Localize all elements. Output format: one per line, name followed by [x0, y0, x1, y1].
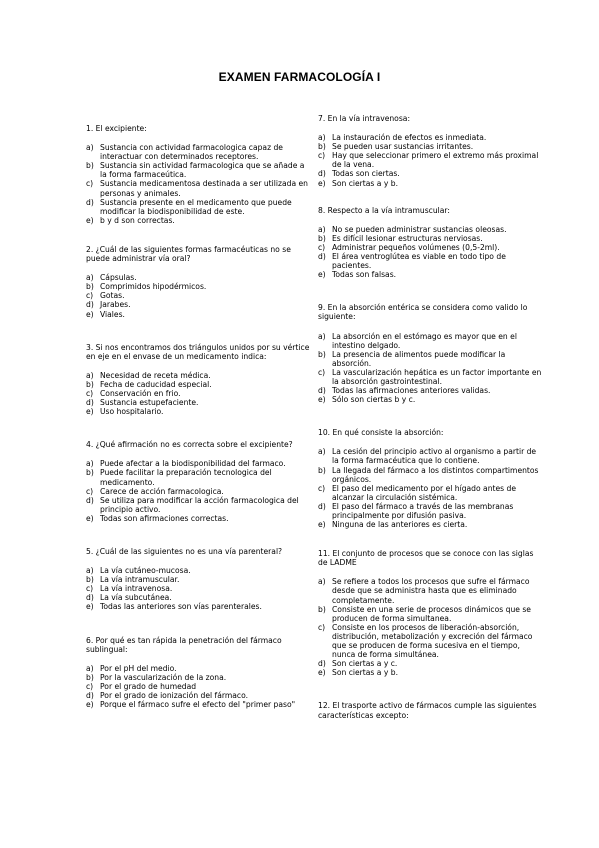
option-text: La llegada del fármaco a los distintos compartimentos orgánicos. [332, 465, 539, 484]
option-item [86, 700, 311, 709]
option-letter: c) [86, 179, 94, 189]
question-2 [86, 245, 311, 319]
option-item [318, 502, 543, 520]
option-item [318, 447, 543, 465]
option-letter: a) [86, 370, 94, 380]
option-list [86, 371, 311, 416]
option-item [318, 225, 543, 234]
option-text: Fecha de caducidad especial. [100, 379, 212, 389]
option-item [318, 520, 543, 529]
question-5 [318, 549, 543, 677]
option-letter: b) [318, 142, 326, 152]
option-letter: b) [86, 672, 94, 682]
option-text: No se pueden administrar sustancias oleosas. [332, 224, 507, 234]
option-letter: c) [318, 622, 326, 632]
option-text: Sustancia presente en el medicamento que puede modificar la biodisponibilidad de este. [100, 197, 292, 216]
option-text: Todas son ciertas. [332, 169, 400, 179]
option-item [86, 282, 311, 291]
option-text: La vía subcutánea. [100, 593, 172, 603]
question-text: 9. En la absorción entérica se considera como valido lo siguiente: [318, 303, 528, 322]
option-list [86, 143, 311, 225]
option-item [86, 682, 311, 691]
option-list [318, 225, 543, 280]
option-text: Por el grado de ionización del fármaco. [100, 691, 249, 701]
option-item [318, 466, 543, 484]
question-4 [86, 440, 311, 523]
question-text: 6. Por qué es tan rápida la penetración del fármaco sublingual: [86, 635, 282, 654]
option-text: Por el pH del medio. [100, 663, 177, 673]
option-letter: d) [318, 659, 326, 669]
option-text: Es difícil lesionar estructuras nerviosas. [332, 233, 483, 243]
option-item [86, 371, 311, 380]
question-text: 4. ¿Qué afirmación no es correcta sobre el excipiente? [86, 440, 293, 450]
option-letter: c) [318, 483, 326, 493]
option-item [318, 332, 543, 350]
option-text: Viales. [100, 309, 125, 319]
option-item [318, 659, 543, 668]
option-list [86, 566, 311, 611]
option-item [86, 273, 311, 282]
option-list [318, 577, 543, 677]
option-item [86, 291, 311, 300]
option-text: Puede facilitar la preparación tecnologica del medicamento. [100, 468, 272, 487]
option-text: Todas son falsas. [332, 270, 397, 280]
option-item [318, 386, 543, 395]
question-text: 10. En qué consiste la absorción: [318, 428, 444, 438]
option-letter: d) [86, 197, 94, 207]
option-list [318, 133, 543, 188]
question-6 [318, 701, 543, 719]
option-item [318, 169, 543, 178]
question-2 [318, 206, 543, 280]
option-text: El área ventroglútea es viable en todo tipo de pacientes. [332, 252, 506, 271]
option-letter: a) [86, 459, 94, 469]
option-letter: e) [86, 513, 94, 523]
option-text: Puede afectar a la biodisponibilidad del farmaco. [100, 459, 286, 469]
option-item [318, 234, 543, 243]
option-text: La instauración de efectos es inmediata. [332, 133, 487, 143]
option-letter: c) [86, 486, 94, 496]
option-letter: a) [318, 331, 326, 341]
question-5 [86, 547, 311, 612]
option-letter: d) [318, 501, 326, 511]
option-text: La vía cutáneo-mucosa. [100, 566, 191, 576]
option-text: Hay que seleccionar primero el extremo más proximal de la vena. [332, 151, 539, 170]
option-item [318, 179, 543, 188]
option-letter: a) [318, 577, 326, 587]
option-item [86, 602, 311, 611]
option-item [86, 179, 311, 197]
option-letter: e) [318, 395, 326, 405]
option-text: b y d son correctas. [100, 215, 175, 225]
option-item [318, 243, 543, 252]
option-item [86, 664, 311, 673]
option-letter: b) [318, 604, 326, 614]
option-letter: d) [86, 300, 94, 310]
option-text: La cesión del principio activo al organismo a partir de la forma farmacéutica que lo contiene. [332, 447, 537, 466]
option-letter: e) [318, 668, 326, 678]
option-text: Todas son afirmaciones correctas. [100, 513, 229, 523]
option-item [86, 161, 311, 179]
question-text: 12. El trasporte activo de fármacos cumple las siguientes características excepto: [318, 701, 537, 720]
option-text: La vascularización hepática es un factor importante en la absorción gastrointestinal. [332, 367, 542, 386]
question-text: 11. El conjunto de procesos que se conoce con las siglas de LADME [318, 549, 534, 568]
option-letter: a) [318, 224, 326, 234]
option-text: Cápsulas. [100, 273, 137, 283]
option-letter: e) [86, 407, 94, 417]
option-list [86, 273, 311, 318]
option-text: Jarabes. [100, 300, 131, 310]
option-item [318, 668, 543, 677]
option-item [318, 142, 543, 151]
option-text: Consiste en una serie de procesos dinámicos que se producen de forma simultanea. [332, 604, 531, 623]
option-text: La vía intramuscular. [100, 575, 180, 585]
question-text: 3. Si nos encontramos dos triángulos unidos por su vértice en eje en el envase de un medicamento indica: [86, 342, 310, 361]
option-letter: b) [318, 233, 326, 243]
option-letter: b) [318, 349, 326, 359]
option-text: Sólo son ciertas b y c. [332, 395, 416, 405]
option-letter: a) [86, 143, 94, 153]
option-text: La presencia de alimentos puede modificar la absorción. [332, 349, 506, 368]
option-letter: e) [86, 602, 94, 612]
option-letter: c) [86, 681, 94, 691]
option-item [318, 577, 543, 604]
option-text: Todas las anteriores son vías parenterales. [100, 602, 262, 612]
option-letter: d) [86, 398, 94, 408]
option-item [318, 270, 543, 279]
option-text: Por el grado de humedad [100, 681, 197, 691]
option-letter: d) [318, 169, 326, 179]
option-text: Sustancia con actividad farmacologica capaz de interactuar con determinados receptores. [100, 143, 283, 162]
option-text: Todas las afirmaciones anteriores validas. [332, 386, 491, 396]
option-item [86, 380, 311, 389]
option-text: Por la vascularización de la zona. [100, 672, 227, 682]
option-item [86, 143, 311, 161]
option-letter: b) [86, 161, 94, 171]
option-text: Porque el fármaco sufre el efecto del "primer paso" [100, 700, 296, 710]
option-text: Sustancia estupefaciente. [100, 398, 199, 408]
option-letter: b) [318, 465, 326, 475]
option-item [318, 350, 543, 368]
option-list [318, 332, 543, 405]
option-text: La absorción en el estómago es mayor que en el intestino delgado. [332, 331, 517, 350]
option-item [86, 593, 311, 602]
option-letter: e) [86, 309, 94, 319]
option-item [86, 459, 311, 468]
option-text: El paso del medicamento por el hígado antes de alcanzar la circulación sistémica. [332, 483, 517, 502]
option-letter: c) [86, 584, 94, 594]
option-list [318, 447, 543, 529]
right-column [318, 114, 543, 730]
option-letter: a) [318, 447, 326, 457]
document-title: EXAMEN FARMACOLOGÍA I [218, 70, 381, 84]
option-item [318, 484, 543, 502]
option-item [86, 487, 311, 496]
option-text: Comprimidos hipodérmicos. [100, 282, 207, 292]
option-letter: d) [86, 593, 94, 603]
option-letter: d) [318, 386, 326, 396]
option-text: Conservación en frio. [100, 388, 181, 398]
option-letter: a) [318, 133, 326, 143]
option-letter: b) [86, 468, 94, 478]
option-letter: a) [86, 273, 94, 283]
option-text: Son ciertas a y c. [332, 659, 398, 669]
option-item [318, 133, 543, 142]
option-letter: c) [86, 388, 94, 398]
option-text: Uso hospitalario. [100, 407, 164, 417]
option-item [86, 514, 311, 523]
option-letter: e) [86, 700, 94, 710]
option-letter: c) [318, 367, 326, 377]
question-text: 1. El excipiente: [86, 124, 147, 133]
question-1 [86, 124, 311, 225]
question-3 [318, 303, 543, 404]
option-letter: c) [318, 151, 326, 161]
option-item [86, 216, 311, 225]
question-1 [318, 114, 543, 188]
option-text: Administrar pequeños volúmenes (0,5-2ml). [332, 242, 500, 252]
option-item [318, 605, 543, 623]
option-letter: a) [86, 566, 94, 576]
option-text: Necesidad de receta médica. [100, 370, 211, 380]
question-6 [86, 636, 311, 710]
option-item [318, 623, 543, 659]
option-letter: d) [86, 691, 94, 701]
question-4 [318, 428, 543, 529]
option-item [86, 310, 311, 319]
option-item [318, 151, 543, 169]
option-text: Sustancia sin actividad farmacologica que se añade a la forma farmaceútica. [100, 161, 305, 180]
question-text: 2. ¿Cuál de las siguientes formas farmacéuticas no se puede administrar vía oral? [86, 244, 291, 264]
option-item [86, 198, 311, 216]
question-text: 7. En la vía intravenosa: [318, 114, 411, 123]
option-item [318, 368, 543, 386]
option-letter: e) [318, 520, 326, 530]
option-letter: e) [86, 215, 94, 225]
option-item [86, 496, 311, 514]
option-text: Gotas. [100, 291, 125, 301]
option-text: Ninguna de las anteriores es cierta. [332, 520, 468, 530]
option-letter: c) [86, 291, 94, 301]
option-letter: b) [86, 379, 94, 389]
question-3 [86, 343, 311, 417]
option-text: Consiste en los procesos de liberación-absorción, distribución, metabolización y excreción del fármaco que se producen de forma sucesiva en el tiempo, nunca de forma simultánea. [332, 622, 533, 660]
option-letter: b) [86, 575, 94, 585]
option-item [86, 691, 311, 700]
option-text: Carece de acción farmacologica. [100, 486, 224, 496]
option-item [318, 252, 543, 270]
option-text: Sustancia medicamentosa destinada a ser utilizada en personas y animales. [100, 179, 308, 198]
option-text: Se utiliza para modificar la acción farmacologica del principio activo. [100, 495, 299, 514]
option-letter: e) [318, 270, 326, 280]
option-letter: b) [86, 282, 94, 292]
option-letter: a) [86, 663, 94, 673]
option-item [86, 673, 311, 682]
option-letter: c) [318, 242, 326, 252]
option-item [318, 395, 543, 404]
option-item [86, 389, 311, 398]
option-letter: d) [86, 495, 94, 505]
option-item [86, 407, 311, 416]
option-list [86, 459, 311, 523]
option-item [86, 575, 311, 584]
option-item [86, 584, 311, 593]
option-item [86, 398, 311, 407]
question-text: 8. Respecto a la vía intramuscular: [318, 205, 450, 215]
option-text: Se refiere a todos los procesos que sufre el fármaco desde que se administra hasta que es eliminado completamente. [332, 577, 530, 605]
option-item [86, 468, 311, 486]
option-text: Son ciertas a y b. [332, 668, 398, 678]
option-list [86, 664, 311, 709]
option-letter: d) [318, 252, 326, 262]
option-text: Se pueden usar sustancias irritantes. [332, 142, 474, 152]
question-text: 5. ¿Cuál de las siguientes no es una vía parenteral? [86, 547, 283, 556]
option-item [86, 566, 311, 575]
option-letter: e) [318, 178, 326, 188]
left-column [86, 124, 311, 709]
option-item [86, 300, 311, 309]
option-text: El paso del fármaco a través de las membranas principalmente por difusión pasiva. [332, 501, 514, 520]
option-text: Son ciertas a y b. [332, 178, 398, 188]
option-text: La vía intravenosa. [100, 584, 173, 594]
